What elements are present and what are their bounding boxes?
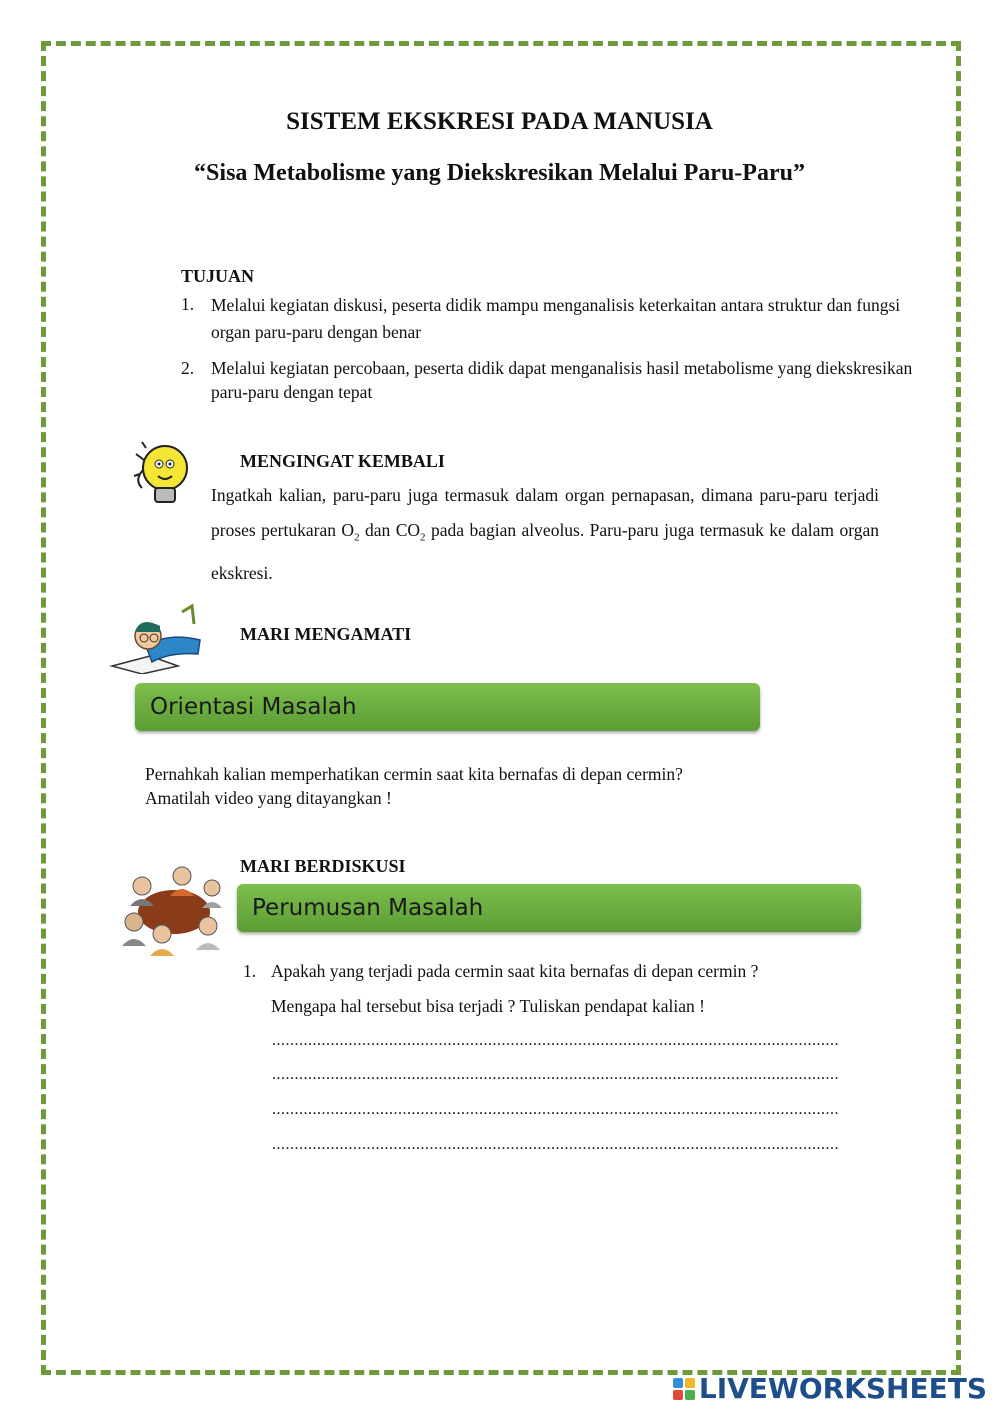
question-text: Mengapa hal tersebut bisa terjadi ? Tuliskan pendapat kalian ! [271,996,705,1016]
question-number: 1. [243,961,257,981]
tujuan-item-number: 2. [181,358,195,378]
discussion-group-icon [118,862,224,956]
tujuan-item-number: 1. [181,294,195,314]
mengamati-heading: MARI MENGAMATI [240,624,412,644]
perumusan-banner: Perumusan Masalah [237,884,861,932]
mengingat-text: pada bagian alveolus. Paru-paru juga termasuk ke dalam organ ekskresi. [211,520,879,583]
orientasi-banner: Orientasi Masalah [135,683,760,731]
logo-icon [673,1378,695,1400]
tujuan-item [181,292,921,346]
orientasi-text: Pernahkah kalian memperhatikan cermin saat kita bernafas di depan cermin? [145,764,683,784]
tujuan-item-text: Melalui kegiatan diskusi, peserta didik mampu menganalisis keterkaitan antara struktur dan fungsi organ paru-paru dengan benar [211,295,901,342]
question-text: Apakah yang terjadi pada cermin saat kita bernafas di depan cermin ? [271,961,759,981]
page-subtitle: “Sisa Metabolisme yang Diekskresikan Melalui Paru-Paru” [194,160,805,186]
tujuan-item-text: Melalui kegiatan percobaan, peserta didik dapat menganalisis hasil metabolisme yang diekskresikan paru-paru dengan tepat [211,358,913,402]
lightbulb-icon [132,440,194,512]
answer-line[interactable]: .............................................................................................................................. [272,1032,839,1049]
orientasi-text: Amatilah video yang ditayangkan ! [145,788,392,808]
tujuan-item [181,356,921,404]
reading-student-icon [108,602,208,674]
page-title: SISTEM EKSKRESI PADA MANUSIA [286,108,713,135]
mengingat-paragraph [211,478,879,591]
answer-line[interactable]: .............................................................................................................................. [272,1101,839,1118]
answer-line[interactable]: .............................................................................................................................. [272,1066,839,1083]
answer-line[interactable]: .............................................................................................................................. [272,1136,839,1153]
subscript: 2 [420,531,426,544]
tujuan-heading: TUJUAN [181,266,255,286]
logo-text: LIVEWORKSHEETS [698,1372,987,1405]
berdiskusi-heading: MARI BERDISKUSI [240,856,406,876]
subscript: 2 [354,531,360,544]
mengingat-text: Ingatkah kalian, paru-paru juga termasuk dalam organ pernapasan, dimana paru-paru terjadi proses pertukaran O [211,485,879,540]
liveworksheets-logo [673,1372,987,1405]
mengingat-text: dan CO [359,520,421,540]
mengingat-heading: MENGINGAT KEMBALI [240,451,445,471]
